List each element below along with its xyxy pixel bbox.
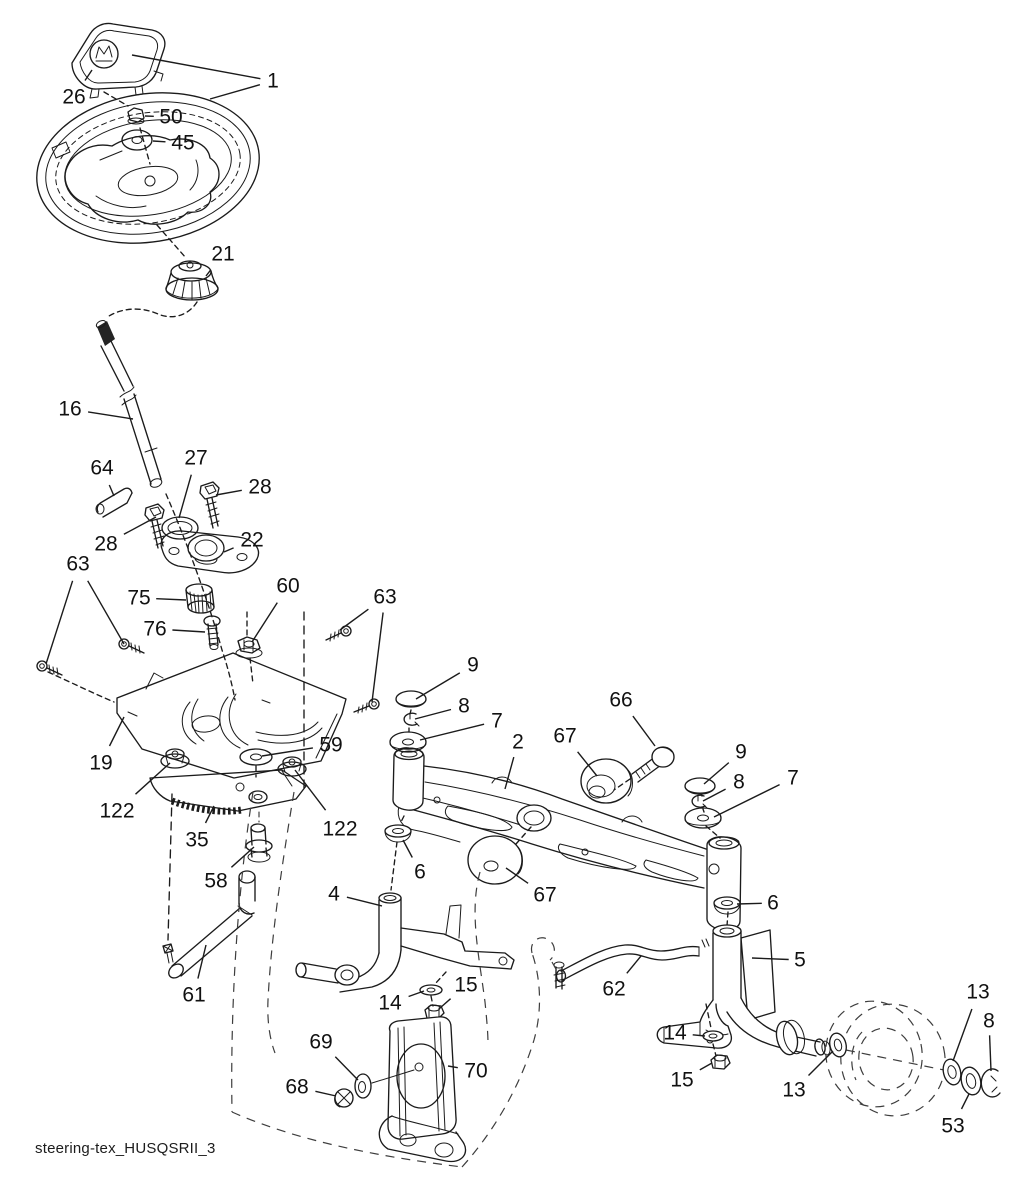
callout-leader-7-24 <box>420 724 484 740</box>
callout-leader-4-35 <box>347 897 382 906</box>
callout-leader-27-7 <box>179 475 191 518</box>
bolt-28-right <box>200 482 219 528</box>
callout-21-4: 21 <box>211 242 235 266</box>
callout-15-44: 15 <box>670 1068 694 1092</box>
callout-leader-58-21 <box>231 847 254 867</box>
callout-leader-8-47 <box>990 1035 991 1071</box>
callout-1-0: 1 <box>267 69 279 93</box>
callout-53-48: 53 <box>941 1114 965 1138</box>
flange-nut-60 <box>236 637 262 658</box>
callout-leader-122-19 <box>295 770 326 810</box>
callout-69-40: 69 <box>309 1030 333 1054</box>
washer-7-left <box>390 732 426 752</box>
callout-leader-28-9 <box>124 517 156 534</box>
callout-7-30: 7 <box>787 766 799 790</box>
callout-leader-53-48 <box>962 1094 970 1109</box>
callout-leader-28-8 <box>216 490 242 495</box>
callout-9-22: 9 <box>467 653 479 677</box>
callout-27-7: 27 <box>184 446 208 470</box>
steering-wheel-cap <box>72 23 165 98</box>
screw-alignment-dash-left <box>48 672 114 702</box>
splined-coupler-75 <box>186 584 214 613</box>
callout-8-29: 8 <box>733 770 745 794</box>
callout-75-12: 75 <box>127 586 151 610</box>
callout-15-37: 15 <box>454 973 478 997</box>
callout-leader-60-14 <box>252 603 277 642</box>
callout-leader-2-25 <box>505 757 514 789</box>
push-nut-122-right <box>278 757 306 776</box>
callout-leader-15-37 <box>440 999 451 1008</box>
callout-61-38: 61 <box>182 983 206 1007</box>
retaining-ring-8-right <box>692 795 707 808</box>
washer-53 <box>958 1065 983 1097</box>
callout-leader-15-44 <box>700 1063 712 1070</box>
callout-leader-76-13 <box>172 630 205 632</box>
callout-70-42: 70 <box>464 1059 488 1083</box>
callout-16-5: 16 <box>58 397 82 421</box>
callout-leader-13-46 <box>953 1009 972 1061</box>
callout-68-41: 68 <box>285 1075 309 1099</box>
washer-69 <box>355 1074 371 1098</box>
callout-leader-8-23 <box>415 710 451 720</box>
screw-63-c <box>326 626 351 641</box>
callout-leader-63-11 <box>46 581 73 664</box>
callout-66-27: 66 <box>609 688 633 712</box>
callout-6-33: 6 <box>767 891 779 915</box>
bracket-70 <box>372 1017 466 1162</box>
callout-26-1: 26 <box>62 85 86 109</box>
callout-leader-122-17 <box>136 763 171 794</box>
shoulder-bolt-58 <box>246 812 272 862</box>
washer-59 <box>240 749 272 765</box>
callout-62-39: 62 <box>602 977 626 1001</box>
callout-14-43: 14 <box>663 1021 687 1045</box>
callout-45-3: 45 <box>171 131 195 155</box>
callout-4-35: 4 <box>328 882 340 906</box>
callout-5-34: 5 <box>794 948 806 972</box>
callout-leader-9-28 <box>704 763 729 784</box>
screw-63-d <box>354 699 379 713</box>
callout-leader-68-41 <box>315 1091 336 1096</box>
callout-leader-64-6 <box>109 485 114 496</box>
callout-layer <box>46 55 995 1138</box>
callout-leader-63-15 <box>340 609 368 630</box>
callout-58-21: 58 <box>204 869 228 893</box>
callout-19-16: 19 <box>89 751 113 775</box>
push-nut-122-left <box>161 749 189 768</box>
callout-leader-69-40 <box>335 1057 358 1080</box>
callout-28-8: 28 <box>248 475 272 499</box>
retainer-pin <box>96 488 132 517</box>
retaining-ring-8-bottom <box>981 1069 1000 1097</box>
callout-59-20: 59 <box>319 733 343 757</box>
callout-13-45: 13 <box>782 1078 806 1102</box>
callout-14-36: 14 <box>378 991 402 1015</box>
washer-14-left <box>420 985 442 995</box>
callout-122-17: 122 <box>99 799 135 823</box>
steering-plate <box>117 653 346 778</box>
callout-leader-9-22 <box>416 673 460 699</box>
boot-to-shaft-dashes <box>106 302 197 318</box>
callout-leader-63-11 <box>88 581 124 644</box>
callout-leader-22-10 <box>224 548 234 552</box>
tie-rod <box>554 939 709 989</box>
callout-7-24: 7 <box>491 709 503 733</box>
spindle-left <box>296 893 514 1006</box>
callout-50-2: 50 <box>159 105 183 129</box>
callout-28-9: 28 <box>94 532 118 556</box>
cap-9-right <box>685 778 715 794</box>
callout-8-47: 8 <box>983 1009 995 1033</box>
callout-leader-6-33 <box>737 903 762 904</box>
bushing-6-left <box>385 825 411 842</box>
callout-leader-61-38 <box>198 945 206 979</box>
callout-122-19: 122 <box>322 817 358 841</box>
steering-wheel-washer <box>122 130 152 150</box>
callout-35-18: 35 <box>185 828 209 852</box>
callout-67-32: 67 <box>533 883 557 907</box>
drawing-reference-label: steering-tex_HUSQSRII_3 <box>35 1140 216 1157</box>
lock-nut-15-right <box>711 1055 730 1069</box>
bearing-67-bottom <box>468 827 531 884</box>
cap-9-left <box>396 691 426 707</box>
callout-leader-6-31 <box>403 840 412 858</box>
callout-8-23: 8 <box>458 694 470 718</box>
steering-boot <box>166 261 218 300</box>
ghost-wheel <box>816 992 955 1125</box>
callout-67-26: 67 <box>553 724 577 748</box>
callout-63-11: 63 <box>66 552 90 576</box>
axle-assembly <box>393 748 741 930</box>
drag-link-alignment-dash <box>168 794 172 940</box>
callout-2-25: 2 <box>512 730 524 754</box>
callout-9-28: 9 <box>735 740 747 764</box>
callout-60-14: 60 <box>276 574 300 598</box>
callout-leader-16-5 <box>88 412 133 419</box>
callout-leader-66-27 <box>633 716 655 746</box>
callout-leader-75-12 <box>156 599 186 600</box>
flange-nut-68 <box>335 1089 353 1107</box>
callout-leader-19-16 <box>110 717 125 746</box>
callout-leader-14-36 <box>409 991 424 997</box>
washer-14-right <box>703 1031 723 1041</box>
callout-13-46: 13 <box>966 980 990 1004</box>
callout-6-31: 6 <box>414 860 426 884</box>
retaining-ring-8-left <box>404 713 419 726</box>
callout-76-13: 76 <box>143 617 167 641</box>
callout-leader-45-3 <box>153 141 166 142</box>
callout-64-6: 64 <box>90 456 114 480</box>
callout-63-15: 63 <box>373 585 397 609</box>
washer-13-left <box>827 1031 848 1058</box>
callout-leader-62-39 <box>627 956 641 973</box>
callout-leader-1-0 <box>210 85 260 99</box>
callout-leader-63-15 <box>372 613 383 703</box>
callout-22-10: 22 <box>240 528 264 552</box>
washer-13-right <box>941 1057 964 1086</box>
